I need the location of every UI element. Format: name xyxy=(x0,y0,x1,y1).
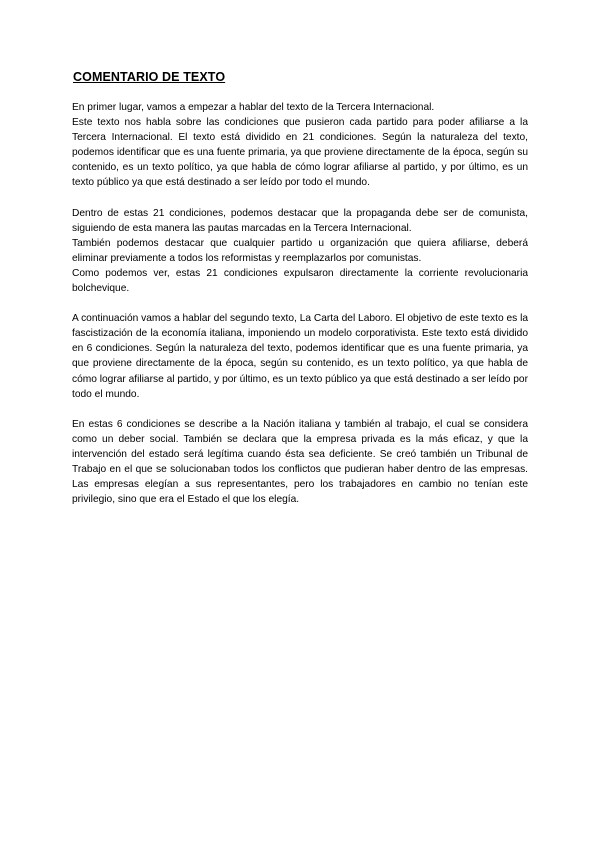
paragraph-line: Como podemos ver, estas 21 condiciones expulsaron directamente la corriente revolucionaria bolchevique. xyxy=(72,267,528,295)
paragraph-line: Este texto nos habla sobre las condiciones que pusieron cada partido para poder afiliarse a la Tercera Internacional. El texto está dividido en 21 condiciones. Según la naturaleza del texto, podemos identificar que es una fuente primaria, ya que proviene directamente de la época, según su contenido, es un texto político, ya que habla de cómo lograr afiliarse al partido, y por último, es un texto público ya que está destinado a ser leído por todo el mundo. xyxy=(72,117,528,189)
paragraph-line: Dentro de estas 21 condiciones, podemos destacar que la propaganda debe ser de comunista, siguiendo de esta manera las pautas marcadas en la Tercera Internacional. xyxy=(72,207,528,234)
document-title: COMENTARIO DE TEXTO xyxy=(73,70,226,84)
paragraph-6-condiciones xyxy=(72,417,528,508)
document-page xyxy=(72,70,528,522)
paragraph-carta-del-laboro xyxy=(72,311,528,402)
paragraph-line: En estas 6 condiciones se describe a la Nación italiana y también al trabajo, el cual se considera como un deber social. También se declara que la empresa privada es la más eficaz, y que la intervención del estado será legítima cuando ésta sea deficiente. Se creó también un Tribunal de Trabajo en el que se solucionaban todos los conflictos que pudieran haber dentro de las empresas. Las empresas elegían a sus representantes, pero los trabajadores en cambio no tenían este privilegio, sino que era el Estado el que los elegía. xyxy=(72,418,528,506)
paragraph-21-condiciones xyxy=(72,206,528,297)
paragraph-line: También podemos destacar que cualquier partido u organización que quiera afiliarse, deberá eliminar previamente a todos los reformistas y reemplazarlos por comunistas. xyxy=(72,237,528,264)
paragraph-line: A continuación vamos a hablar del segundo texto, La Carta del Laboro. El objetivo de este texto es la fascistización de la economía italiana, imponiendo un modelo corporativista. Este texto está dividido en 6 condiciones. Según la naturaleza del texto, podemos identificar que es una fuente primaria, ya que proviene directamente de la época, según su contenido, es un texto político, ya que habla de cómo lograr afiliarse al partido, y por último, es un texto público ya que está destinado a ser leído por todo el mundo. xyxy=(72,313,528,400)
paragraph-tercera-internacional xyxy=(72,100,528,191)
paragraph-line: En primer lugar, vamos a empezar a hablar del texto de la Tercera Internacional. xyxy=(72,102,435,113)
